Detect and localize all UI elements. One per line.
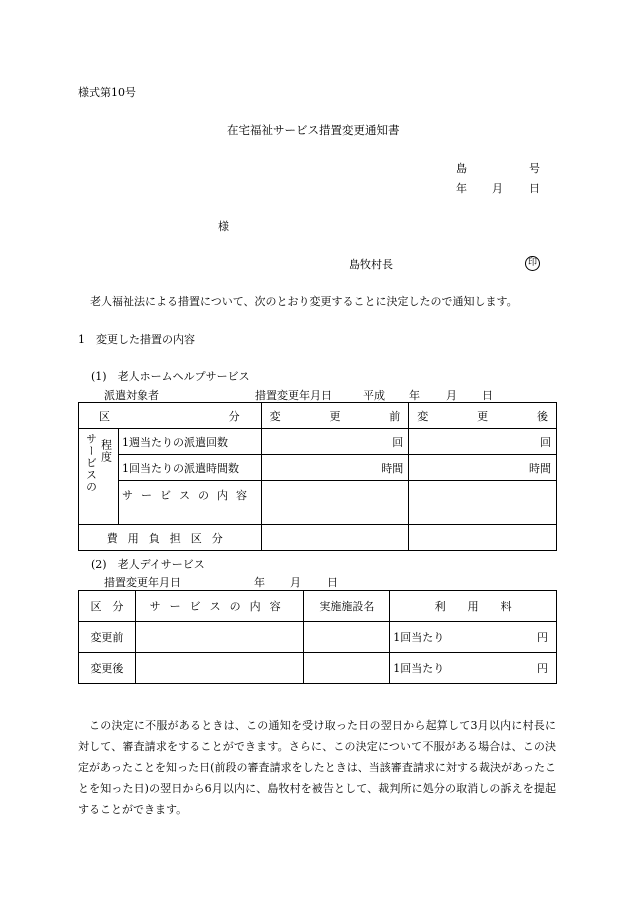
row-hours-after: 時間 — [409, 455, 557, 481]
ds-row-before-label: 変更前 — [79, 622, 136, 653]
section-1-heading: 1 変更した措置の内容 — [78, 333, 195, 346]
row-service-content-after — [409, 481, 557, 525]
row-visits-after: 回 — [409, 429, 557, 455]
dayservice-change-date-label: 措置変更年月日 — [104, 576, 181, 589]
dayservice-table — [78, 590, 557, 684]
service-side-label-b: サービスの — [84, 433, 98, 493]
document-title: 在宅福祉サービス措置変更通知書 — [227, 123, 400, 137]
row-cost-share-after — [409, 525, 557, 551]
seal-mark — [525, 255, 540, 271]
ds-header-service-content: サービスの内容 — [135, 591, 304, 622]
ds-row-before-fee: 1回当たり 円 — [390, 622, 557, 653]
document-number-suffix: 号 — [529, 162, 540, 175]
intro-text: 老人福祉法による措置について、次のとおり変更することに決定したので通知します。 — [90, 295, 518, 308]
dayservice-month: 月 — [290, 576, 301, 589]
date-month: 月 — [492, 182, 503, 195]
homehelp-heading: (1) 老人ホームヘルプサービス — [91, 370, 250, 383]
seal-icon: 印 — [525, 256, 540, 271]
header-before-change: 変 更 前 — [261, 403, 409, 429]
ds-row-after-facility — [304, 653, 390, 684]
dayservice-heading: (2) 老人デイサービス — [91, 558, 205, 571]
service-side-label — [79, 429, 119, 525]
appeal-notice: この決定に不服があるときは、この通知を受け取った日の翌日から起算して3月以内に村長に対して、審査請求をすることができます。さらに、この決定について不服がある場合は、この決定があったことを知った日(前段の審査請求をしたときは、当該審査請求に対する裁決があったことを知った日)の翌日から6月以内に、島牧村を被告として、裁判所に処分の取消しの訴えを提起することができます。 — [78, 719, 556, 816]
row-hours-per-visit-label: 1回当たりの派遣時間数 — [118, 455, 261, 481]
homehelp-day: 日 — [482, 389, 493, 402]
ds-row-after-fee: 1回当たり 円 — [390, 653, 557, 684]
dayservice-day: 日 — [327, 576, 338, 589]
sender-name: 島牧村長 — [349, 258, 393, 271]
document-number-prefix: 島 — [456, 162, 467, 175]
ds-row-before-facility — [304, 622, 390, 653]
ds-header-facility-name: 実施施設名 — [304, 591, 390, 622]
homehelp-target-label: 派遣対象者 — [104, 389, 159, 402]
header-after-change: 変 更 後 — [409, 403, 557, 429]
addressee-honorific: 様 — [218, 220, 229, 233]
row-service-content-before — [261, 481, 409, 525]
date-year: 年 — [456, 182, 467, 195]
homehelp-year: 年 — [409, 389, 420, 402]
ds-row-after-service — [135, 653, 304, 684]
ds-row-after-label: 変更後 — [79, 653, 136, 684]
dayservice-year: 年 — [254, 576, 265, 589]
service-side-label-a: 程度 — [99, 439, 113, 463]
date-day: 日 — [529, 182, 540, 195]
row-visits-per-week-label: 1週当たりの派遣回数 — [118, 429, 261, 455]
row-cost-share-before — [261, 525, 409, 551]
homehelp-era: 平成 — [363, 389, 385, 402]
homehelp-change-date-label: 措置変更年月日 — [255, 389, 332, 402]
ds-header-category: 区 分 — [79, 591, 136, 622]
row-service-content-label: サービスの内容 — [118, 481, 261, 525]
row-visits-before: 回 — [261, 429, 409, 455]
form-number: 様式第10号 — [78, 86, 136, 99]
homehelp-month: 月 — [446, 389, 457, 402]
row-cost-share-label: 費用負担区分 — [79, 525, 262, 551]
row-hours-before: 時間 — [261, 455, 409, 481]
ds-row-before-service — [135, 622, 304, 653]
ds-header-fee: 利 用 料 — [390, 591, 557, 622]
header-category: 区 分 — [79, 403, 262, 429]
homehelp-table — [78, 402, 557, 551]
